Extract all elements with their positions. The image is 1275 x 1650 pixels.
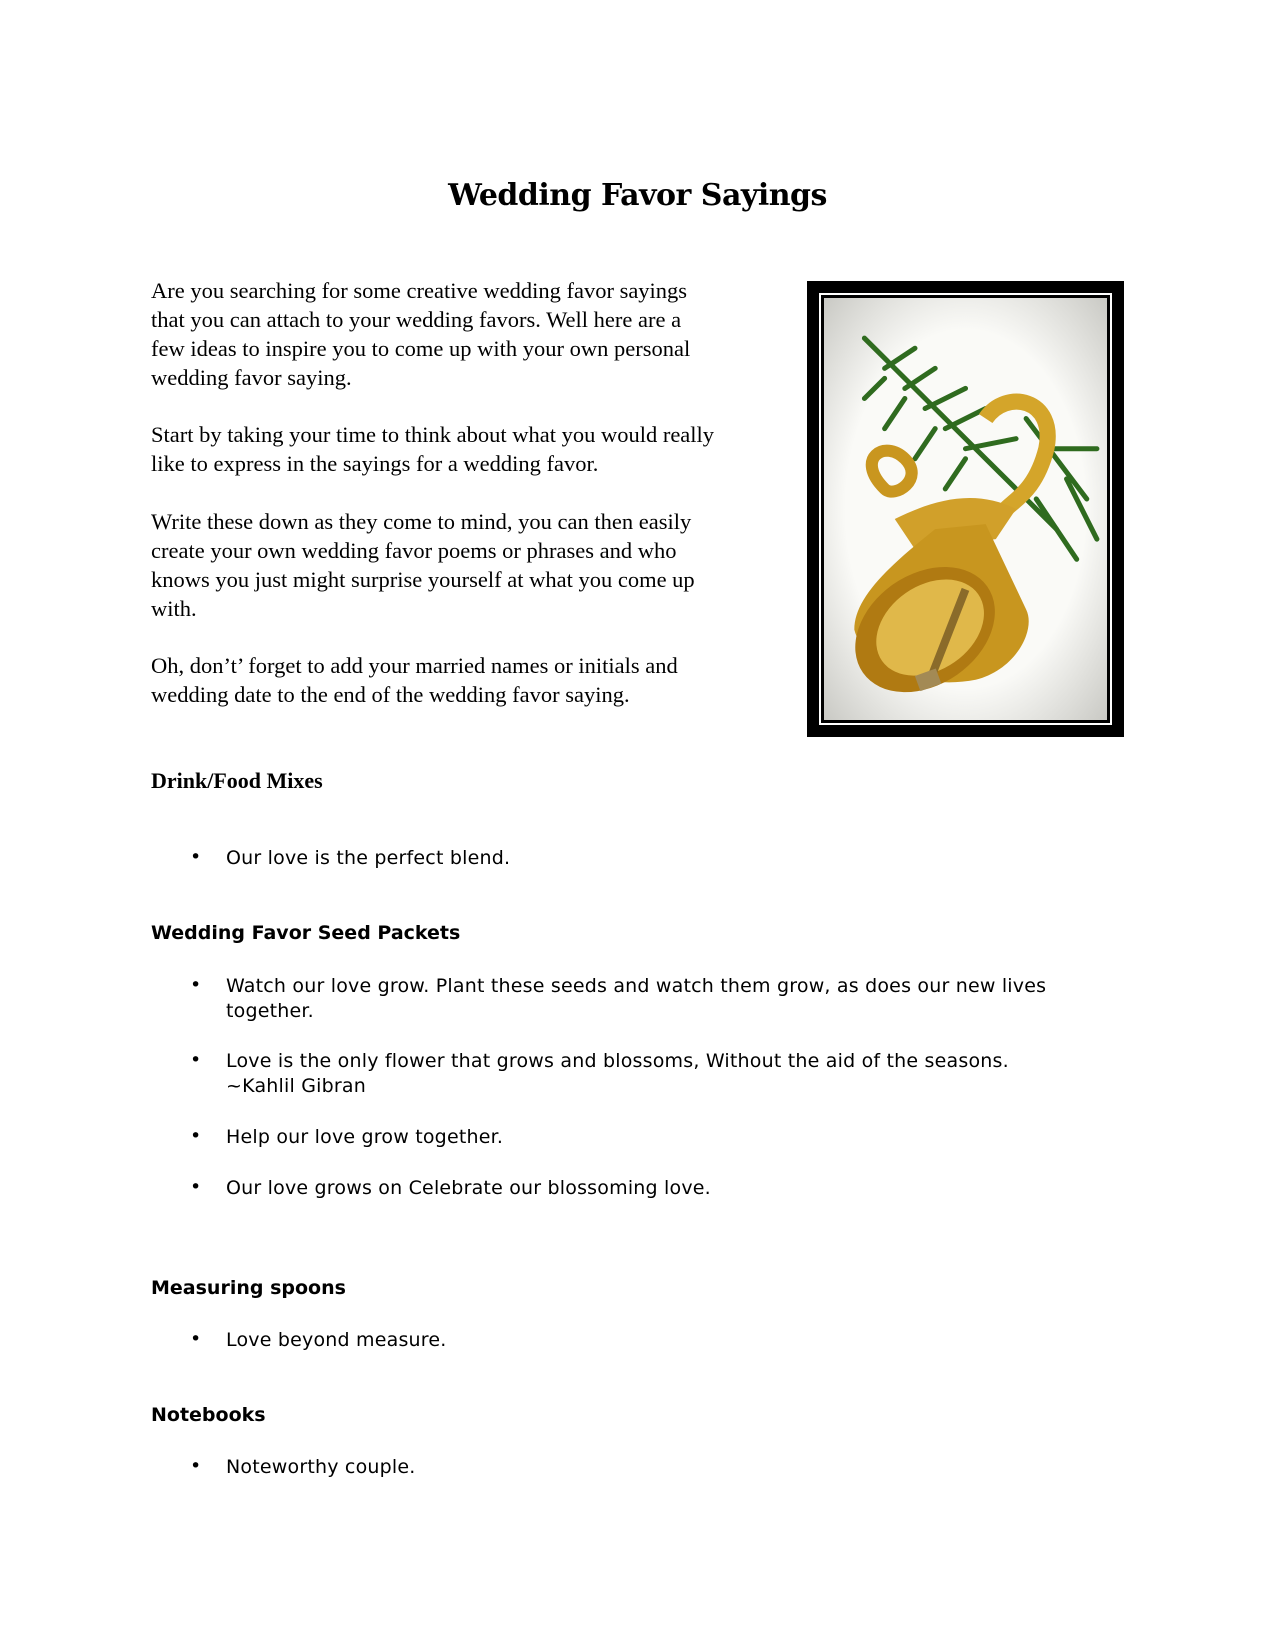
bullet-icon: • [190,974,202,996]
text-line: with. [151,596,197,621]
section-heading-seed-packets: Wedding Favor Seed Packets [151,922,461,944]
bell-photo-frame [807,281,1124,737]
list-item: Noteworthy couple. [226,1456,416,1478]
text-line: Start by taking your time to think about what you would really [151,422,715,447]
intro-paragraph-4 [151,651,791,709]
section-heading-measuring-spoons: Measuring spoons [151,1277,346,1299]
text-line: ~Kahlil Gibran [226,1075,366,1097]
section-heading-notebooks: Notebooks [151,1404,266,1426]
text-line: together. [226,1000,314,1022]
list-item [226,1049,1146,1099]
intro-paragraph-2 [151,420,791,478]
intro-paragraph-3 [151,507,791,623]
intro-paragraph-1 [151,276,791,392]
text-line: Write these down as they come to mind, you can then easily [151,509,692,534]
text-line: create your own wedding favor poems or phrases and who [151,538,677,563]
text-line: wedding date to the end of the wedding favor saying. [151,682,630,707]
text-line: wedding favor saying. [151,365,352,390]
bullet-icon: • [190,1328,202,1350]
bullet-icon: • [190,1455,202,1477]
text-line: Love is the only flower that grows and blossoms, Without the aid of the seasons. [226,1050,1009,1072]
page-title: Wedding Favor Sayings [448,178,827,213]
text-line: Oh, don’t’ forget to add your married names or initials and [151,653,678,678]
list-item [226,974,1146,1024]
section-heading-drink-food: Drink/Food Mixes [151,768,323,793]
golden-bell-image [824,298,1107,720]
bullet-icon: • [190,1125,202,1147]
text-line: knows you just might surprise yourself at what you come up [151,567,695,592]
list-item: Our love is the perfect blend. [226,847,511,869]
list-item: Help our love grow together. [226,1126,504,1148]
bullet-icon: • [190,846,202,868]
text-line: that you can attach to your wedding favors. Well here are a [151,307,682,332]
list-item: Our love grows on Celebrate our blossoming love. [226,1177,711,1199]
text-line: Watch our love grow. Plant these seeds and watch them grow, as does our new lives [226,975,1047,997]
text-line: few ideas to inspire you to come up with your own personal [151,336,691,361]
bullet-icon: • [190,1176,202,1198]
list-item: Love beyond measure. [226,1329,447,1351]
text-line: like to express in the sayings for a wedding favor. [151,451,599,476]
text-line: Are you searching for some creative wedding favor sayings [151,278,688,303]
bullet-icon: • [190,1049,202,1071]
